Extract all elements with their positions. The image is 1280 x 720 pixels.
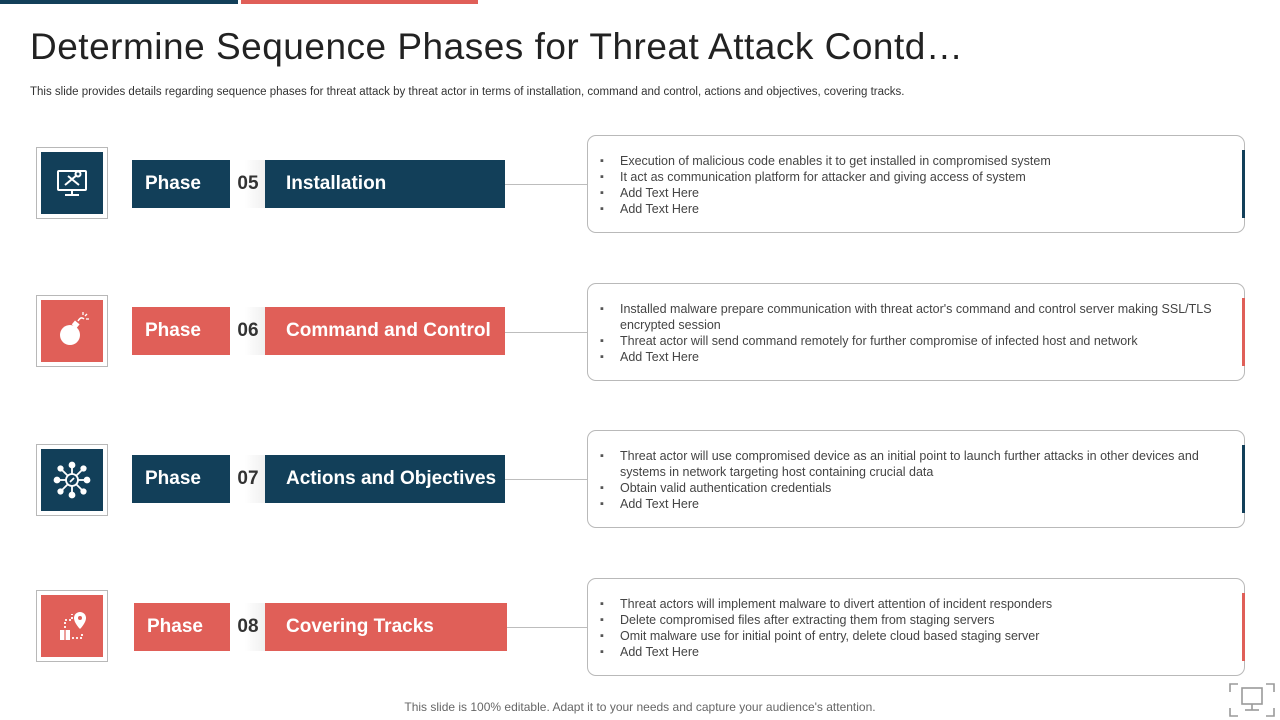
connector-line xyxy=(505,479,588,480)
bullet-item: ▪ Threat actor will send command remotely for further compromise of infected host and network xyxy=(600,333,1216,349)
phase-icon-frame xyxy=(36,590,108,662)
phase-title: Actions and Objectives xyxy=(265,455,505,503)
card-accent xyxy=(1242,150,1245,218)
slide-subtitle: This slide provides details regarding sequence phases for threat attack by threat actor in terms of installation, command and control, actions and objectives, covering tracks. xyxy=(30,86,905,98)
phase-row-06 xyxy=(0,282,1280,382)
bullet-item: ▪ Installed malware prepare communication with threat actor's command and control server making SSL/TLS encrypted session xyxy=(600,301,1216,333)
phase-number: 06 xyxy=(231,307,265,355)
top-accent-bar-coral xyxy=(241,0,478,4)
bullet-item: ▪ It act as communication platform for attacker and giving access of system xyxy=(600,169,1216,185)
bullet-item: ▪ Obtain valid authentication credentials xyxy=(600,480,1216,496)
top-accent-bar-navy xyxy=(0,0,238,4)
phase-row-07 xyxy=(0,429,1280,529)
phase-number: 07 xyxy=(231,455,265,503)
phase-details-card xyxy=(587,578,1245,676)
slide-footer: This slide is 100% editable. Adapt it to your needs and capture your audience's attention. xyxy=(404,700,876,714)
network-hub-icon xyxy=(41,449,103,511)
phase-title: Covering Tracks xyxy=(265,603,507,651)
bullet-item: ▪ Add Text Here xyxy=(600,201,1216,217)
phase-label-box: Phase xyxy=(132,160,230,208)
phase-label-box: Phase xyxy=(134,603,230,651)
phase-label-box: Phase xyxy=(132,307,230,355)
bullet-item: ▪ Add Text Here xyxy=(600,349,1216,365)
connector-line xyxy=(507,627,588,628)
bullet-item: ▪ Execution of malicious code enables it to get installed in compromised system xyxy=(600,153,1216,169)
bullet-list xyxy=(600,596,1216,660)
phase-details-card xyxy=(587,430,1245,528)
phase-icon-frame xyxy=(36,444,108,516)
connector-line xyxy=(505,184,588,185)
bullet-item: ▪ Omit malware use for initial point of entry, delete cloud based staging server xyxy=(600,628,1216,644)
phase-row-05 xyxy=(0,134,1280,234)
phase-title: Command and Control xyxy=(265,307,505,355)
phase-number: 05 xyxy=(231,160,265,208)
bullet-list xyxy=(600,153,1216,217)
bullet-item: ▪ Add Text Here xyxy=(600,644,1216,660)
card-accent xyxy=(1242,593,1245,661)
bullet-item: ▪ Delete compromised files after extracting them from staging servers xyxy=(600,612,1216,628)
bullet-item: ▪ Add Text Here xyxy=(600,496,1216,512)
bomb-icon xyxy=(41,300,103,362)
phase-row-08 xyxy=(0,577,1280,677)
bullet-list xyxy=(600,448,1216,512)
bullet-item: ▪ Threat actor will use compromised device as an initial point to launch further attacks in other devices and systems in network targeting host containing crucial data xyxy=(600,448,1216,480)
slide-title: Determine Sequence Phases for Threat Attack Contd… xyxy=(30,26,964,67)
monitor-tools-icon xyxy=(41,152,103,214)
bullet-item: ▪ Threat actors will implement malware to divert attention of incident responders xyxy=(600,596,1216,612)
phase-icon-frame xyxy=(36,295,108,367)
card-accent xyxy=(1242,298,1245,366)
presentation-screen-icon xyxy=(1228,682,1276,718)
phase-icon-frame xyxy=(36,147,108,219)
phase-details-card xyxy=(587,135,1245,233)
connector-line xyxy=(505,332,588,333)
phase-label-box: Phase xyxy=(132,455,230,503)
phase-number: 08 xyxy=(231,603,265,651)
bullet-list xyxy=(600,301,1216,365)
route-pin-icon xyxy=(41,595,103,657)
phase-details-card xyxy=(587,283,1245,381)
bullet-item: ▪ Add Text Here xyxy=(600,185,1216,201)
phase-title: Installation xyxy=(265,160,505,208)
card-accent xyxy=(1242,445,1245,513)
